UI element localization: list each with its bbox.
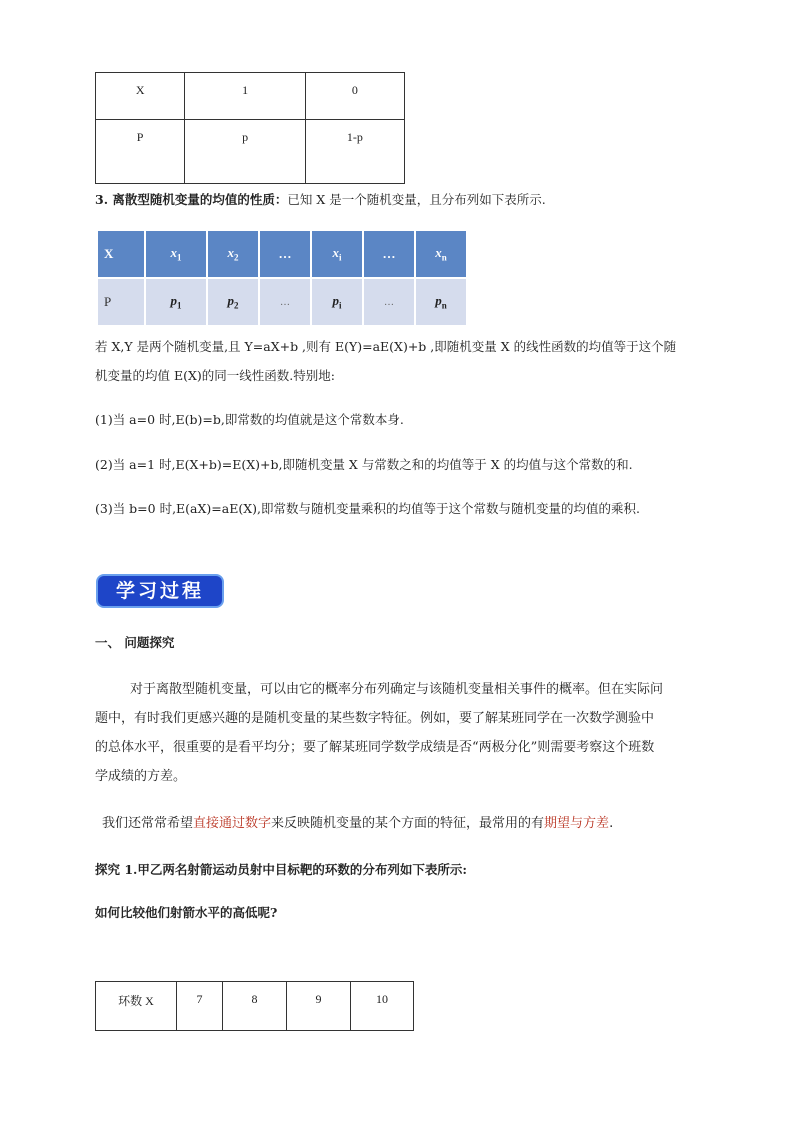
table-cell: 1-p [305,120,404,184]
properties-intro-line-1: 若 X,Y 是两个随机变量,且 Y=aX+b ,则有 E(Y)=aE(X)+b ,即随机变量 X 的线性函数的均值等于这个随 [95,339,677,354]
table-body-cell: $p_i$ [312,279,362,325]
paragraph-line-2: 题中，有时我们更感兴趣的是随机变量的某些数字特征。例如，要了解某班同学在一次数学测验中 [95,711,655,726]
explore-question: 如何比较他们射箭水平的高低呢? [95,905,278,920]
highlight-direct-numbers: 直接通过数字 [193,816,272,831]
table-cell: P [96,120,185,184]
table-header-cell: $x_1$ [146,231,206,277]
section-banner: 学习过程 [98,576,222,606]
table-cell: X [96,73,185,120]
table-body-cell: … [260,279,310,325]
table-body-label: P [98,279,144,325]
property-item-1: (1)当 a=0 时,E(b)=b,即常数的均值就是这个常数本身. [95,412,404,427]
table-header-cell: $x_i$ [312,231,362,277]
table-body-cell: $p_2$ [208,279,258,325]
table-header-cell: … [364,231,414,277]
paragraph-line-4: 学成绩的方差。 [95,769,187,784]
section-3-text: 已知 X 是一个随机变量，且分布列如下表所示. [287,192,546,207]
paragraph-line-1: 对于离散型随机变量，可以由它的概率分布列确定与该随机变量相关事件的概率。但在实际问 [130,682,664,697]
table-cell: 9 [287,982,351,1031]
paragraph-line-3: 的总体水平，很重要的是看平均分；要了解某班同学数学成绩是否“两极分化”则需要考察这个班数 [95,740,655,755]
table-cell: 环数 X [96,982,177,1031]
highlight-expectation-variance: 期望与方差 [544,816,610,831]
distribution-table-1 [95,72,405,184]
section-3-title: 3. 离散型随机变量的均值的性质： [95,192,288,207]
distribution-table-2 [96,229,468,327]
table-body-cell: $p_n$ [416,279,466,325]
table-body-cell: … [364,279,414,325]
hope-sentence: 我们还常常希望直接通过数字来反映随机变量的某个方面的特征，最常用的有期望与方差. [102,816,614,831]
table-cell: 10 [351,982,414,1031]
property-item-2: (2)当 a=1 时,E(X+b)=E(X)+b,即随机变量 X 与常数之和的均值等于 X 的均值与这个常数的和. [95,457,633,472]
section-3-line [95,191,546,209]
table-cell: 8 [223,982,287,1031]
property-item-3: (3)当 b=0 时,E(aX)=aE(X),即常数与随机变量乘积的均值等于这个常数与随机变量的均值的乘积. [95,501,640,516]
ring-count-table [95,981,414,1031]
table-cell: 7 [177,982,223,1031]
table-header-cell: … [260,231,310,277]
section-heading: 一、 问题探究 [95,635,175,650]
table-header-label: X [98,231,144,277]
properties-intro-line-2: 机变量的均值 E(X)的同一线性函数.特别地: [95,368,335,383]
table-cell: 1 [185,73,306,120]
table-header-cell: $x_n$ [416,231,466,277]
table-body-cell: $p_1$ [146,279,206,325]
explore-title: 探究 1.甲乙两名射箭运动员射中目标靶的环数的分布列如下表所示: [95,862,468,877]
table-cell: p [185,120,306,184]
table-cell: 0 [305,73,404,120]
table-header-cell: $x_2$ [208,231,258,277]
